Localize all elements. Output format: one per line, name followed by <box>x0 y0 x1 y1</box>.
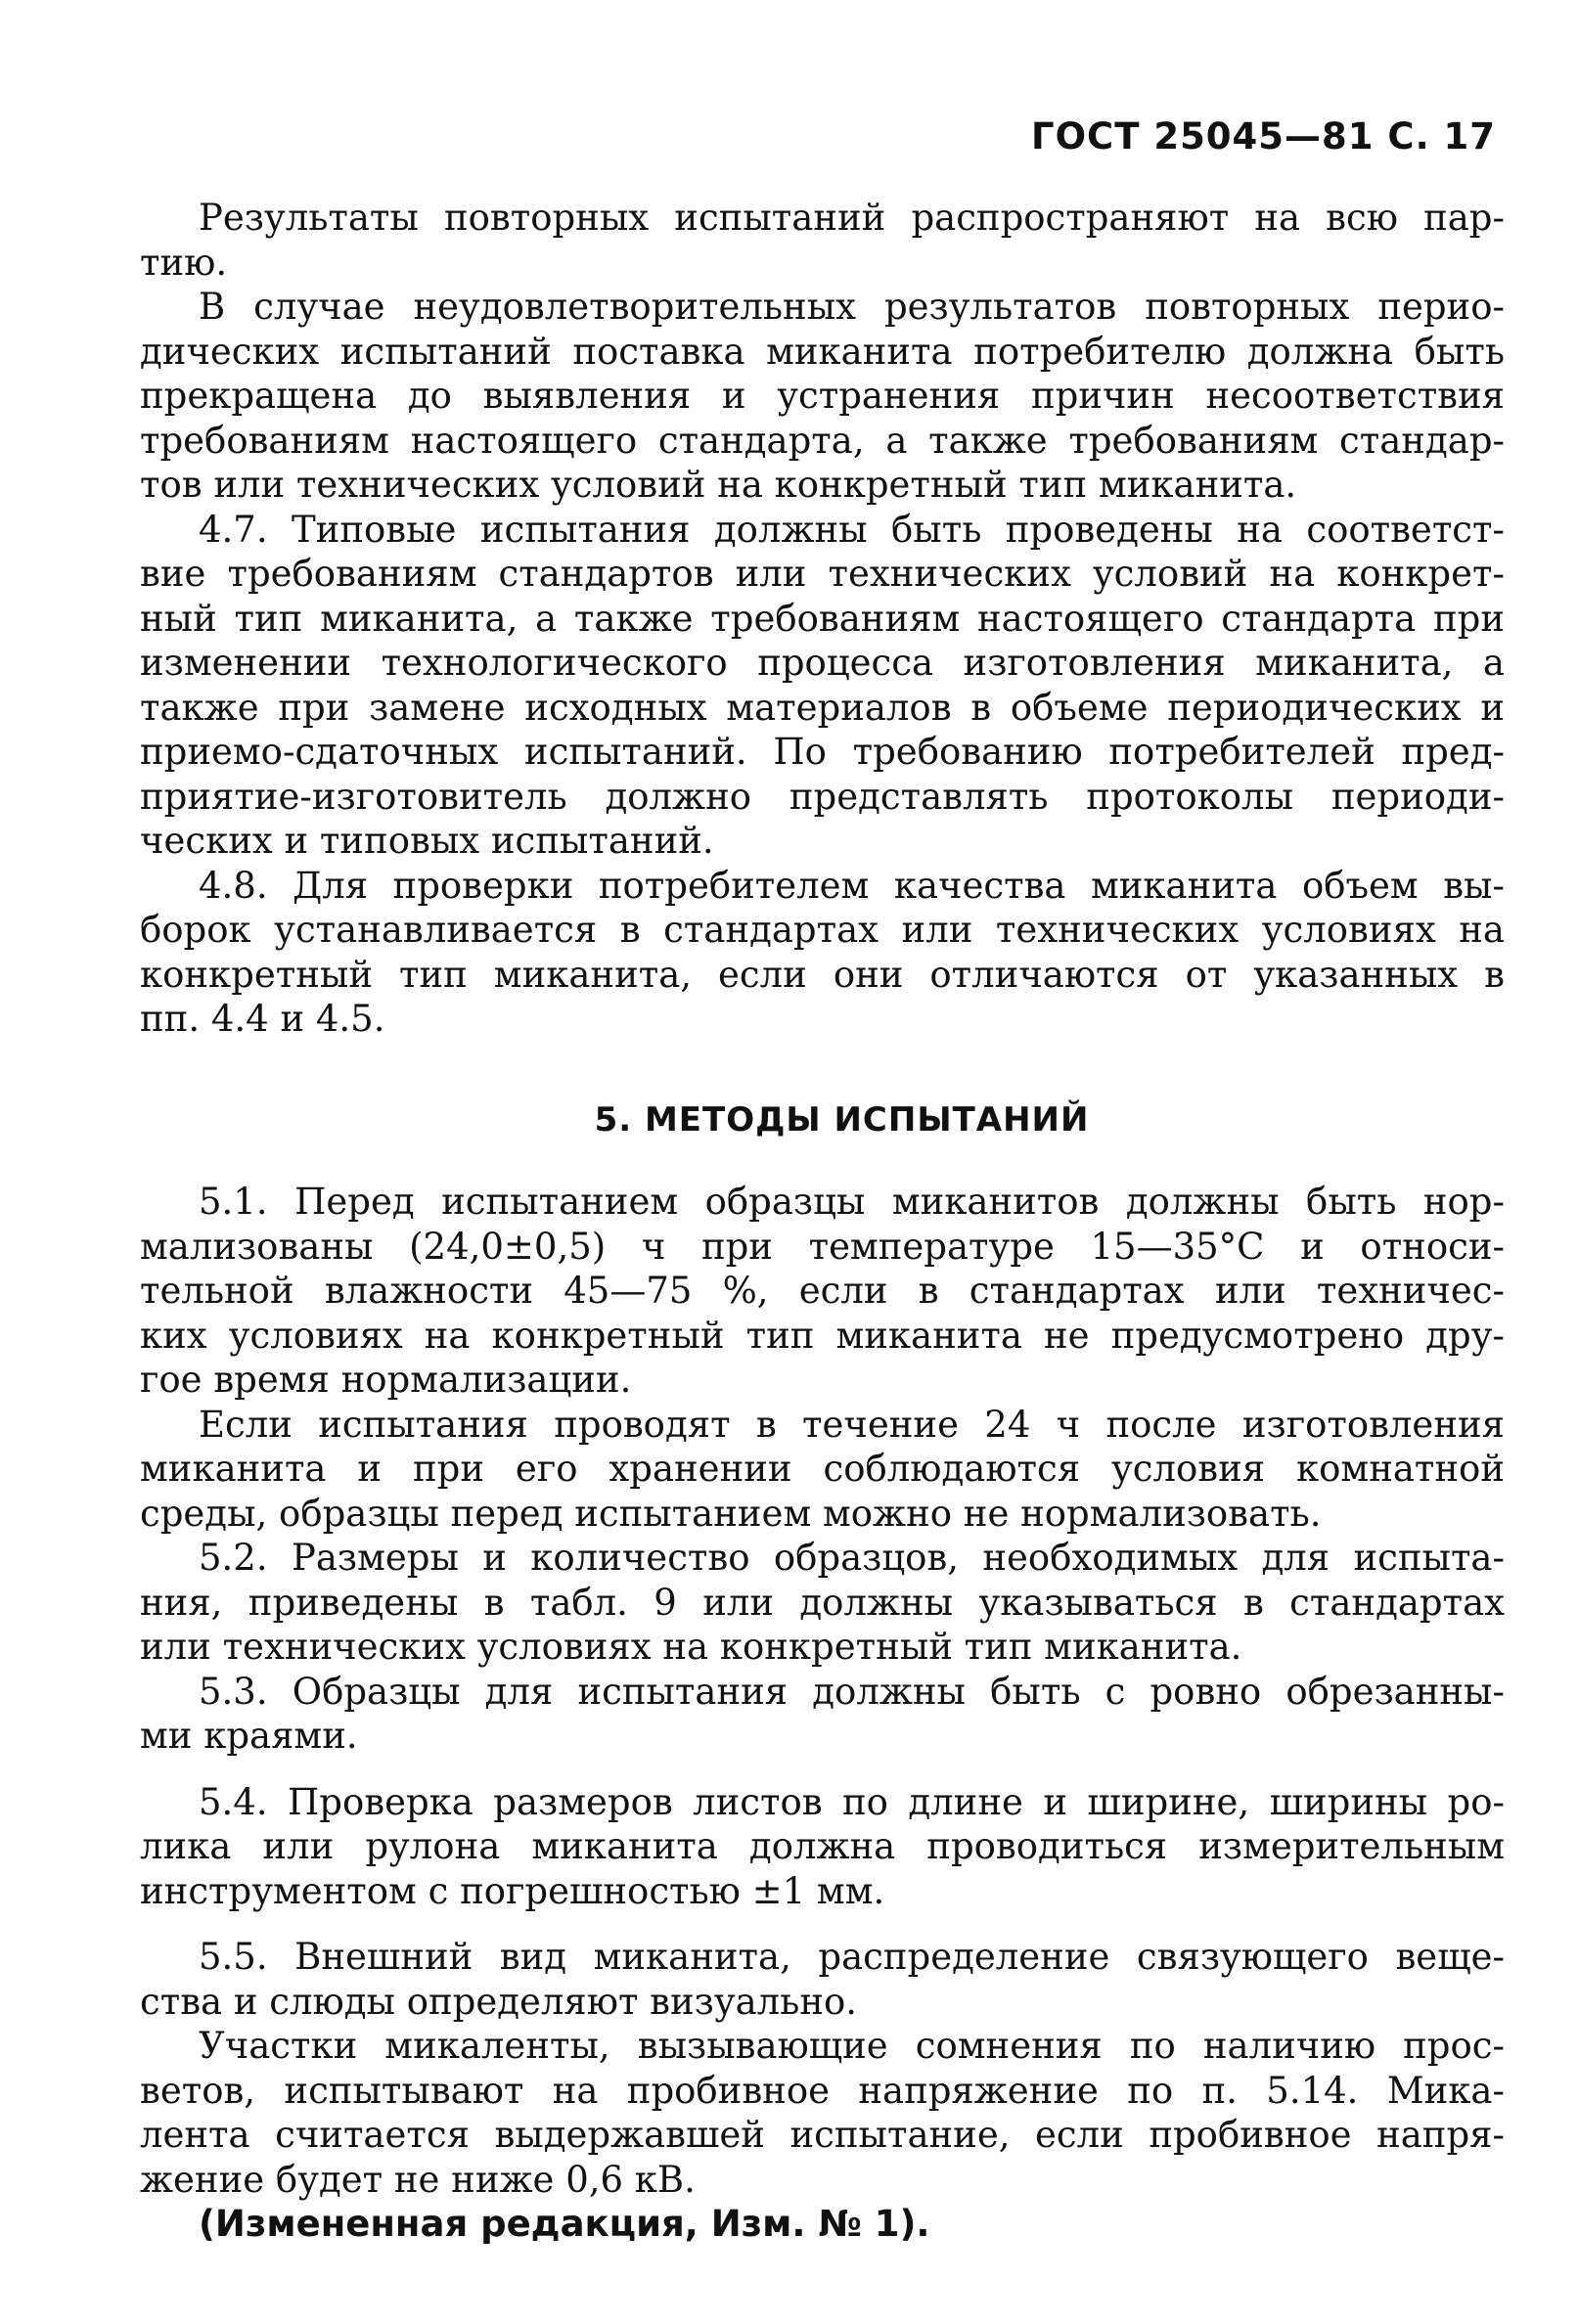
text-line: ветов, испытывают на пробивное напряжение по п. 5.14. Мика- <box>140 2069 1505 2112</box>
paragraphs-after-heading <box>140 1180 1505 2202</box>
text-line: ния, приведены в табл. 9 или должны указываться в стандартах <box>140 1581 1505 1624</box>
text-line: Участки микаленты, вызывающие сомнения по наличию прос- <box>199 2025 1505 2067</box>
text-line: тельной влажности 45—75 %, если в стандартах или техничес- <box>140 1270 1505 1312</box>
paragraph <box>140 508 1505 864</box>
text-line: среды, образцы перед испытанием можно не нормализовать. <box>140 1492 1322 1535</box>
text-line: тов или технических условий на конкретный тип миканита. <box>140 464 1297 506</box>
text-line: конкретный тип миканита, если они отличаются от указанных в <box>140 953 1505 996</box>
text-line: ми краями. <box>140 1715 358 1757</box>
paragraphs-before-heading <box>140 196 1505 1042</box>
text-line: Если испытания проводят в течение 24 ч после изготовления <box>199 1403 1505 1446</box>
text-line: 4.7. Типовые испытания должны быть проведены на соответст- <box>199 508 1505 551</box>
text-line: 5.3. Образцы для испытания должны быть с ровно обрезанны- <box>199 1670 1505 1713</box>
paragraph <box>140 864 1505 1042</box>
paragraph <box>140 1670 1505 1759</box>
text-line: миканита и при его хранении соблюдаются условия комнатной <box>140 1448 1505 1490</box>
text-line: тию. <box>140 241 228 284</box>
text-line: жение будет не ниже 0,6 кВ. <box>140 2158 696 2201</box>
text-line: борок устанавливается в стандартах или технических условиях на <box>140 909 1505 951</box>
text-line: прекращена до выявления и устранения причин несоответствия <box>140 375 1505 417</box>
text-line: гое время нормализации. <box>140 1359 632 1401</box>
text-line: 5.2. Размеры и количество образцов, необходимых для испыта- <box>199 1537 1505 1579</box>
text-line: лика или рулона миканита должна проводиться измерительным <box>140 1825 1505 1867</box>
paragraph <box>140 1780 1505 1914</box>
paragraph <box>140 1935 1505 2024</box>
text-line: ческих и типовых испытаний. <box>140 820 714 862</box>
text-line: приятие-изготовитель должно представлять протоколы периоди- <box>140 775 1505 818</box>
text-line: изменении технологического процесса изготовления миканита, а <box>140 642 1505 684</box>
paragraph <box>140 1536 1505 1670</box>
paragraph <box>140 1403 1505 1537</box>
text-line: вие требованиям стандартов или технических условий на конкрет- <box>140 553 1505 595</box>
text-line: 5.4. Проверка размеров листов по длине и ширине, ширины ро- <box>199 1780 1505 1823</box>
text-line: ких условиях на конкретный тип миканита не предусмотрено дру- <box>140 1314 1505 1357</box>
paragraph <box>140 285 1505 508</box>
text-line: В случае неудовлетворительных результатов повторных перио- <box>199 286 1505 328</box>
spacer <box>140 1759 1505 1780</box>
text-line: также при замене исходных материалов в объеме периодических и <box>140 686 1505 729</box>
body-text <box>140 196 1505 2247</box>
text-line: требованиям настоящего стандарта, а также требованиям стандар- <box>140 419 1505 462</box>
text-line: инструментом с погрешностью ±1 мм. <box>140 1869 885 1912</box>
paragraph <box>140 2024 1505 2202</box>
text-line: или технических условиях на конкретный тип миканита. <box>140 1626 1242 1668</box>
page-header: ГОСТ 25045—81 С. 17 <box>1031 115 1496 157</box>
paragraph <box>140 1180 1505 1403</box>
paragraph <box>140 196 1505 285</box>
text-line: дических испытаний поставка миканита потребителю должна быть <box>140 330 1505 373</box>
text-line: Результаты повторных испытаний распространяют на всю пар- <box>199 197 1505 239</box>
text-line: мализованы (24,0±0,5) ч при температуре 15—35°С и относи- <box>140 1225 1505 1268</box>
revision-note: (Измененная редакция, Изм. № 1). <box>199 2203 930 2245</box>
text-line: 4.8. Для проверки потребителем качества миканита объем вы- <box>199 864 1505 907</box>
text-line: ный тип миканита, а также требованиям настоящего стандарта при <box>140 597 1505 640</box>
text-line: 5.1. Перед испытанием образцы миканитов должны быть нор- <box>199 1181 1505 1223</box>
text-line: лента считается выдержавшей испытание, если пробивное напря- <box>140 2114 1505 2156</box>
section-heading: 5. МЕТОДЫ ИСПЫТАНИЙ <box>594 1099 1090 1140</box>
text-line: приемо-сдаточных испытаний. По требованию потребителей пред- <box>140 731 1505 773</box>
text-line: 5.5. Внешний вид миканита, распределение связующего веще- <box>199 1936 1505 1978</box>
spacer <box>140 1913 1505 1935</box>
text-line: пп. 4.4 и 4.5. <box>140 998 385 1040</box>
text-line: ства и слюды определяют визуально. <box>140 1980 858 2023</box>
